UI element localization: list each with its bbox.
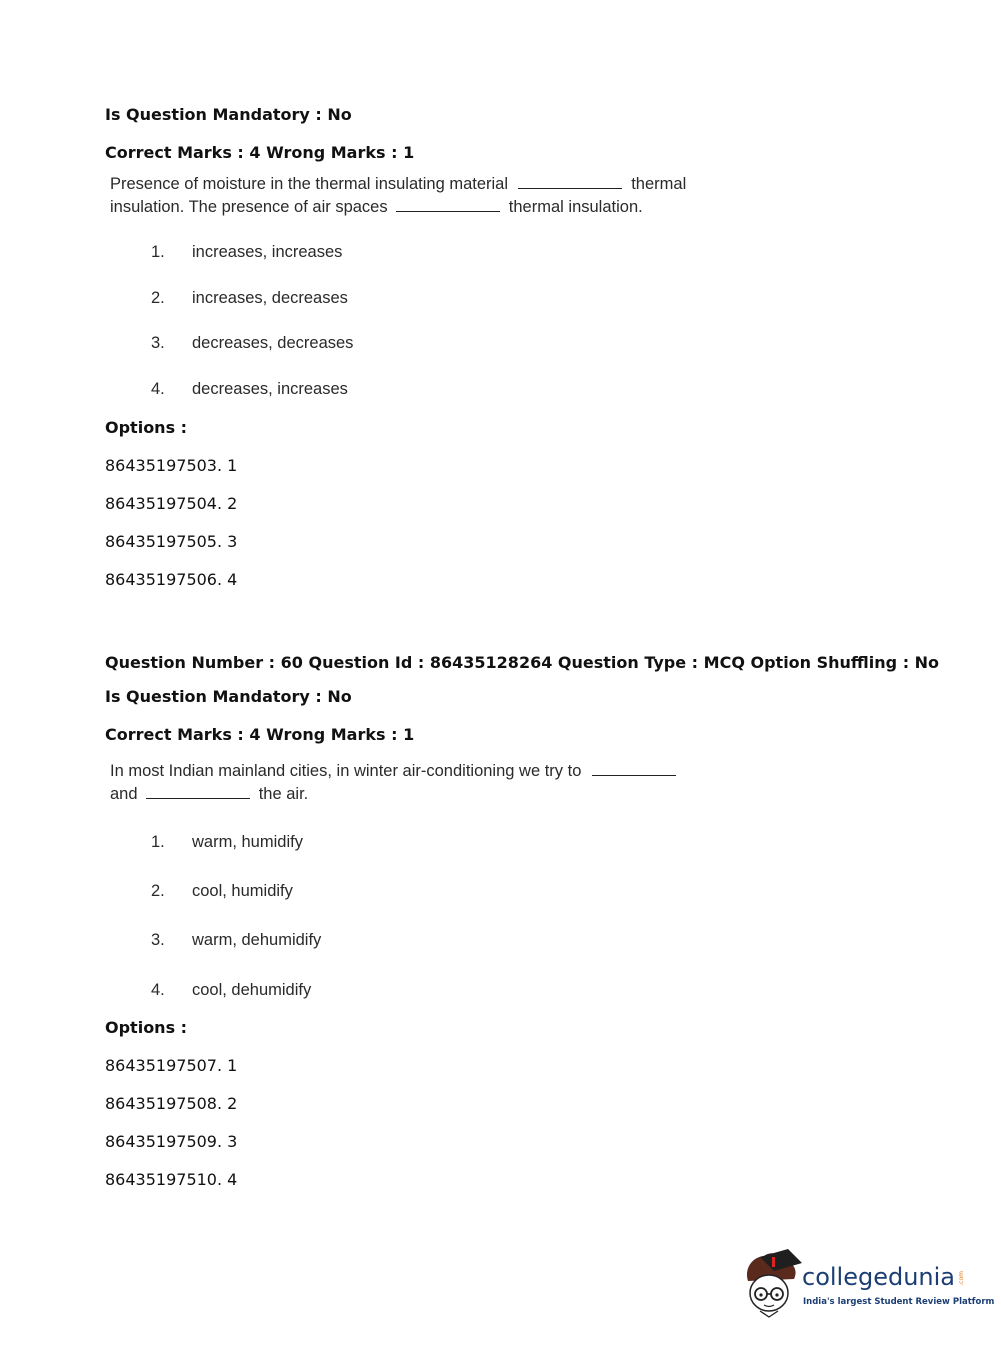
q60-option-3: 86435197509. 3 xyxy=(105,1132,238,1151)
q59-option-4: 86435197506. 4 xyxy=(105,570,238,589)
q59-choice-3: 3. decreases, decreases xyxy=(151,334,354,352)
q59-mandatory: Is Question Mandatory : No xyxy=(105,105,352,124)
q60-option-1: 86435197507. 1 xyxy=(105,1056,238,1075)
q60-option-4: 86435197510. 4 xyxy=(105,1170,238,1189)
collegedunia-logo[interactable] xyxy=(742,1249,995,1319)
q60-stem-part1: In most Indian mainland cities, in winter air-conditioning we try to xyxy=(110,762,582,780)
q59-stem-part2: thermal xyxy=(631,175,687,193)
q59-option-2: 86435197504. 2 xyxy=(105,494,238,513)
q60-stem-part3: the air. xyxy=(258,785,309,803)
q60-marks: Correct Marks : 4 Wrong Marks : 1 xyxy=(105,725,415,744)
answer-blank xyxy=(146,784,250,799)
q60-stem-part2: and xyxy=(110,785,138,803)
q60-options-label: Options : xyxy=(105,1018,188,1037)
q60-header: Question Number : 60 Question Id : 86435128264 Question Type : MCQ Option Shuffling : No xyxy=(105,653,940,672)
q59-stem-line2 xyxy=(110,196,686,219)
q60-mandatory: Is Question Mandatory : No xyxy=(105,687,352,706)
answer-blank xyxy=(518,174,622,189)
q59-stem-part3: insulation. The presence of air spaces xyxy=(110,198,388,216)
answer-blank xyxy=(396,197,500,212)
q60-stem-line1 xyxy=(110,760,676,783)
q59-option-3: 86435197505. 3 xyxy=(105,532,238,551)
logo-name: collegedunia xyxy=(802,1263,956,1291)
q59-choice-2: 2. increases, decreases xyxy=(151,289,348,307)
q60-choice-3: 3. warm, dehumidify xyxy=(151,931,322,949)
q59-stem xyxy=(110,173,686,219)
q59-stem-part1: Presence of moisture in the thermal insulating material xyxy=(110,175,509,193)
q59-choice-4: 4. decreases, increases xyxy=(151,380,348,398)
q60-stem-line2 xyxy=(110,783,676,806)
logo-tagline: India's largest Student Review Platform xyxy=(803,1297,995,1307)
q59-options-label: Options : xyxy=(105,418,188,437)
q59-choice-1: 1. increases, increases xyxy=(151,243,343,261)
logo-suffix: .com xyxy=(958,1271,965,1286)
q60-choice-4: 4. cool, dehumidify xyxy=(151,981,312,999)
mascot-icon xyxy=(742,1249,804,1319)
q59-stem-line1 xyxy=(110,173,686,196)
q60-option-2: 86435197508. 2 xyxy=(105,1094,238,1113)
answer-blank xyxy=(592,761,676,776)
q59-option-1: 86435197503. 1 xyxy=(105,456,238,475)
q59-marks: Correct Marks : 4 Wrong Marks : 1 xyxy=(105,143,415,162)
q60-choice-2: 2. cool, humidify xyxy=(151,882,293,900)
q60-choice-1: 1. warm, humidify xyxy=(151,833,303,851)
q60-stem xyxy=(110,760,676,806)
q59-stem-part4: thermal insulation. xyxy=(508,198,643,216)
